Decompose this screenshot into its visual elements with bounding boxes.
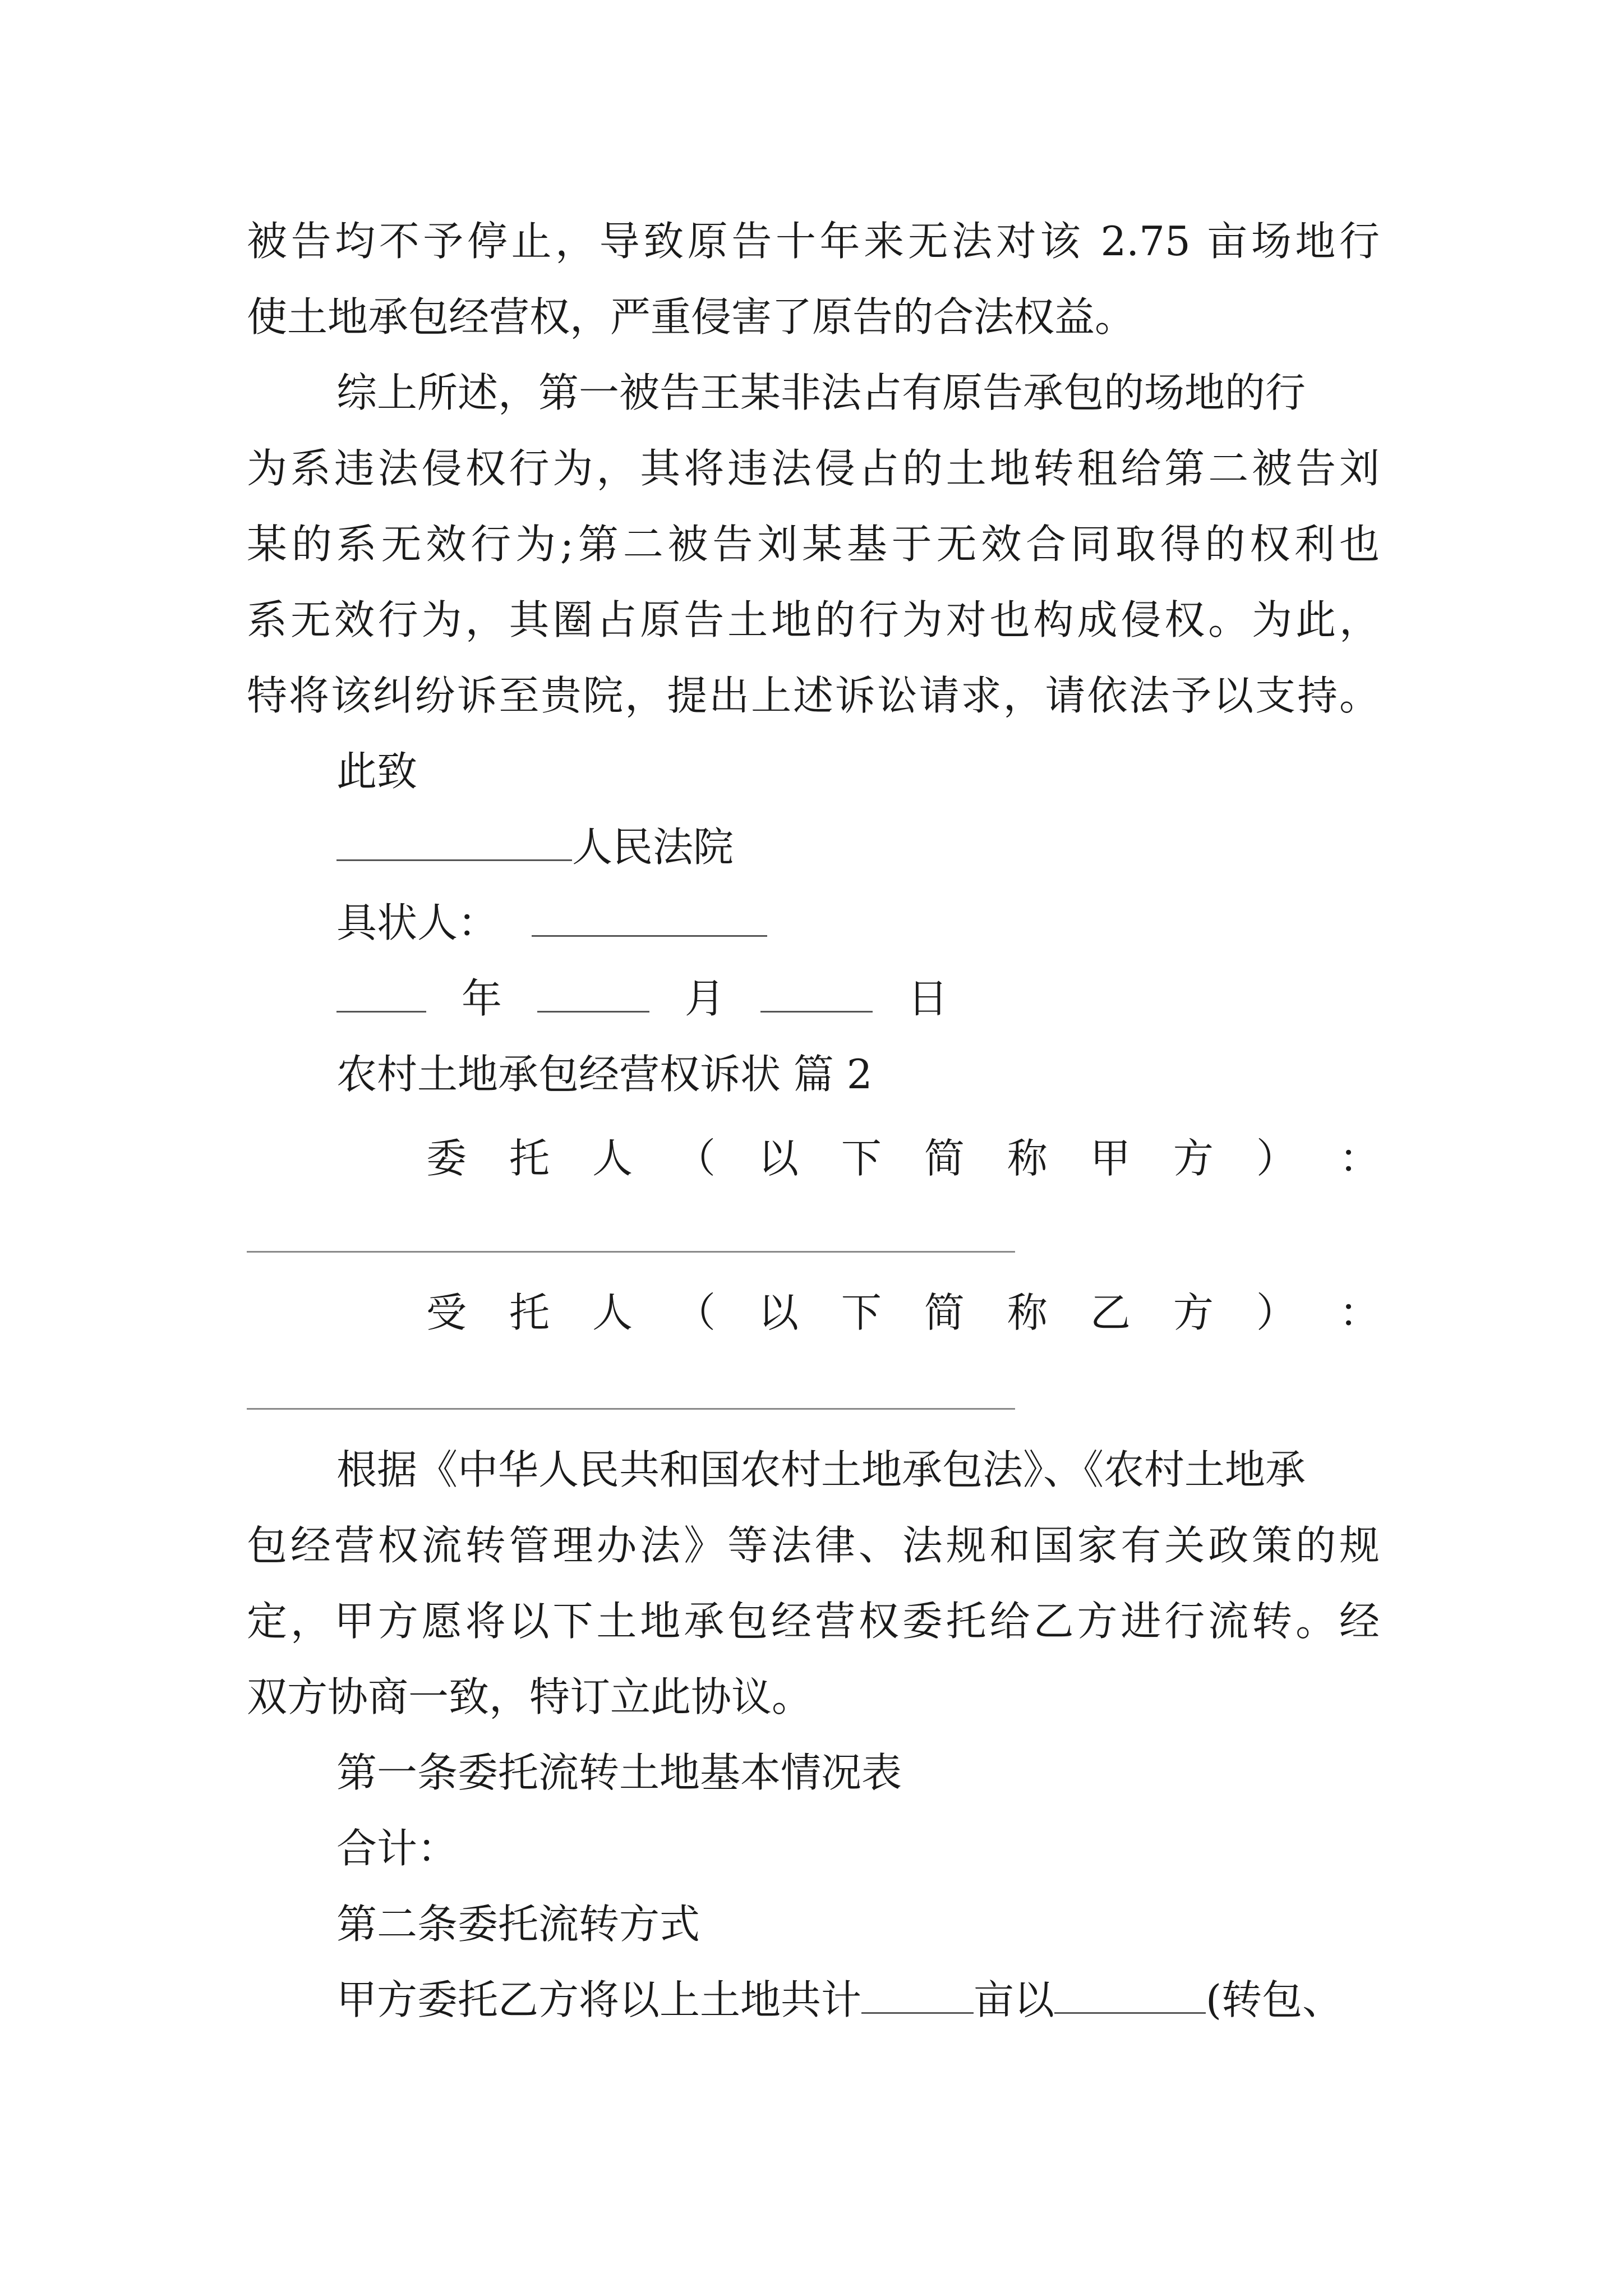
year-label: 年: [461, 975, 502, 1022]
principal-char: 甲: [1090, 1135, 1131, 1182]
paragraph-line: 综上所述，第一被告王某非法占有原告承包的场地的行: [336, 369, 1306, 416]
closing-salutation: 此致: [336, 748, 418, 795]
transfer-line: [336, 1972, 1343, 2028]
paragraph-line: 包经营权流转管理办法》等法律、法规和国家有关政策的规: [247, 1522, 1380, 1569]
principal-char: 委: [426, 1135, 467, 1182]
agent-char: 下: [841, 1289, 882, 1336]
transfer-text-c: (转包、: [1206, 1976, 1343, 2023]
agent-char: 人: [592, 1289, 633, 1336]
paragraph-line: 双方协商一致，特订立此协议。: [247, 1673, 813, 1720]
article-heading: 第二条委托流转方式: [336, 1901, 700, 1948]
paragraph-line: 被告均不予停止，导致原告十年来无法对该 2.75 亩场地行: [247, 218, 1380, 265]
principal-char: 人: [592, 1135, 633, 1182]
agent-char: 受: [426, 1289, 467, 1336]
agent-char: 简: [924, 1289, 965, 1336]
signer-line: [336, 895, 767, 951]
date-line: [336, 970, 948, 1027]
transfer-text-b: 亩以: [974, 1976, 1055, 2023]
agent-char: 以: [758, 1289, 799, 1336]
section-title: 农村土地承包经营权诉状 篇 2: [336, 1051, 873, 1098]
principal-char: （: [675, 1135, 716, 1182]
agent-char: 托: [509, 1289, 550, 1336]
court-line: [336, 819, 734, 875]
method-blank[interactable]: [1054, 1978, 1206, 2014]
agent-char: 乙: [1090, 1289, 1131, 1336]
paragraph-line: 特将该纠纷诉至贵院，提出上述诉讼请求，请依法予以支持。: [247, 672, 1380, 719]
paragraph-line: 系无效行为，其圈占原告土地的行为对也构成侵权。为此，: [247, 596, 1380, 643]
principal-char: ：: [1339, 1135, 1380, 1182]
principal-label: [426, 1130, 1380, 1186]
principal-char: 简: [924, 1135, 965, 1182]
signer-blank[interactable]: [532, 901, 767, 937]
principal-char: 以: [758, 1135, 799, 1182]
total-label: 合计：: [336, 1825, 458, 1872]
paragraph-line: 定，甲方愿将以下土地承包经营权委托给乙方进行流转。经: [247, 1598, 1380, 1645]
court-name-blank[interactable]: [336, 826, 572, 861]
principal-char: 托: [509, 1135, 550, 1182]
court-label: 人民法院: [572, 823, 734, 871]
paragraph-line: 某的系无效行为;第二被告刘某基于无效合同取得的权利也: [247, 521, 1380, 568]
principal-char: ）: [1256, 1135, 1297, 1182]
agent-label: [426, 1285, 1380, 1341]
principal-blank-line[interactable]: [247, 1251, 1015, 1253]
principal-char: 方: [1173, 1135, 1214, 1182]
agent-blank-line[interactable]: [247, 1408, 1015, 1410]
principal-char: 下: [841, 1135, 882, 1182]
month-label: 月: [684, 975, 725, 1022]
area-blank[interactable]: [861, 1978, 974, 2014]
transfer-text-a: 甲方委托乙方将以上土地共计: [336, 1976, 862, 2023]
month-blank[interactable]: [537, 977, 649, 1013]
year-blank[interactable]: [336, 977, 426, 1013]
day-label: 日: [907, 975, 948, 1022]
signer-label: 具状人：: [336, 899, 499, 946]
paragraph-line: 使土地承包经营权，严重侵害了原告的合法权益。: [247, 293, 1136, 341]
agent-char: ）: [1256, 1289, 1297, 1336]
paragraph-line: 根据《中华人民共和国农村土地承包法》、《农村土地承: [336, 1446, 1306, 1493]
agent-char: ：: [1339, 1289, 1380, 1336]
day-blank[interactable]: [760, 977, 873, 1013]
principal-char: 称: [1007, 1135, 1048, 1182]
agent-char: 方: [1173, 1289, 1214, 1336]
agent-char: （: [675, 1289, 716, 1336]
agent-char: 称: [1007, 1289, 1048, 1336]
article-heading: 第一条委托流转土地基本情况表: [336, 1749, 902, 1796]
paragraph-line: 为系违法侵权行为，其将违法侵占的土地转租给第二被告刘: [247, 445, 1380, 492]
